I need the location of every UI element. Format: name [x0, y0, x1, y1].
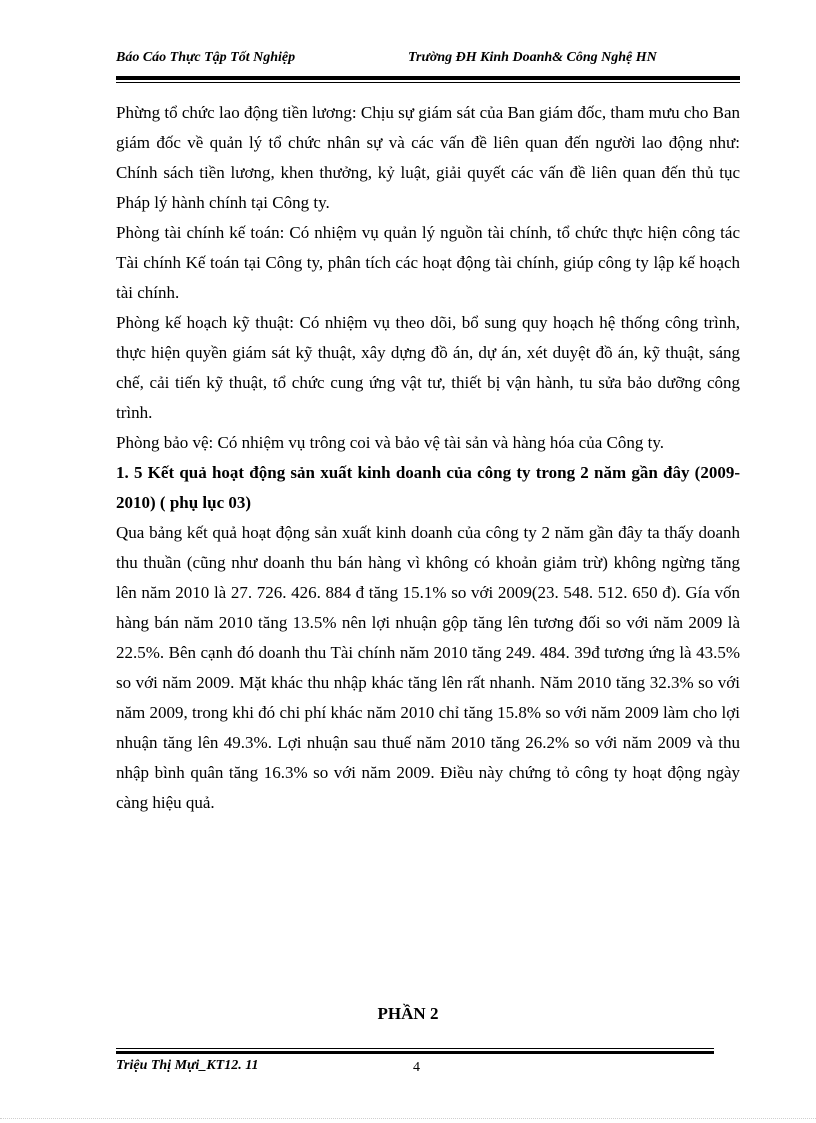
paragraph-business-results: Qua bảng kết quả hoạt động sản xuất kinh doanh của công ty 2 năm gần đây ta thấy doanh thu thuần (cũng như doanh thu bán hàng vì không có khoản giảm trừ) không ngừng tăng lên năm 2010 là 27. 726. 426. 884 đ tăng 15.1% so với 2009(23. 548. 512. 650 đ). Gía vốn hàng bán năm 2010 tăng 13.5% nên lợi nhuận gộp tăng lên tương đối so với năm 2009 là 22.5%. Bên cạnh đó doanh thu Tài chính năm 2010 tăng 249. 484. 39đ tương ứng là 43.5% so với năm 2009. Mặt khác thu nhập khác tăng lên rất nhanh. Năm 2010 tăng 32.3% so với năm 2009, trong khi đó chi phí khác năm 2010 chỉ tăng 15.8% so với năm 2009 làm cho lợi nhuận tăng lên 49.3%. Lợi nhuận sau thuế năm 2010 tăng 26.2% so với năm 2009 và thu nhập bình quân tăng 16.3% so với năm 2009. Điều này chứng tỏ công ty hoạt động ngày càng hiệu quả.	[116, 523, 740, 812]
footer-rule-thick	[116, 1051, 714, 1054]
section-heading: 1. 5 Kết quả hoạt động sản xuất kinh doanh của công ty trong 2 năm gần đây (2009-2010) ( phụ lục 03)	[116, 463, 740, 512]
footer-author: Triệu Thị Mựi_KT12. 11	[116, 1058, 259, 1073]
paragraph-technical-department: Phòng kế hoạch kỹ thuật: Có nhiệm vụ theo dõi, bổ sung quy hoạch hệ thống công trình, thực hiện quyền giám sát kỹ thuật, xây dựng đồ án, dự án, xét duyệt đồ án, kỹ thuật, sáng chế, cải tiến kỹ thuật, tổ chức cung ứng vật tư, thiết bị vận hành, tu sửa bảo dưỡng công trình.	[116, 313, 740, 422]
paragraph-labor-department: Phừng tổ chức lao động tiền lương: Chịu sự giám sát của Ban giám đốc, tham mưu cho Ban giám đốc về quản lý tổ chức nhân sự và các vấn đề liên quan đến người lao động như: Chính sách tiền lương, khen thưởng, kỷ luật, giải quyết các vấn đề liên quan đến thủ tục Pháp lý hành chính tại Công ty.	[116, 103, 740, 212]
footer-rule-thin	[116, 1048, 714, 1049]
university-name: Trường ĐH Kinh Doanh& Công Nghệ HN	[408, 50, 657, 65]
page-number: 4	[413, 1060, 420, 1075]
page-header	[116, 50, 740, 70]
paragraph-finance-department: Phòng tài chính kế toán: Có nhiệm vụ quản lý nguồn tài chính, tổ chức thực hiện công tác Tài chính Kế toán tại Công ty, phân tích các hoạt động tài chính, giúp công ty lập kế hoạch tài chính.	[116, 223, 740, 302]
part-title: PHẦN 2	[377, 1004, 439, 1023]
page-bottom-edge	[0, 1118, 816, 1119]
main-content	[116, 98, 740, 818]
report-title: Báo Cáo Thực Tập Tốt Nghiệp	[116, 50, 296, 65]
paragraph-security-department: Phòng bảo vệ: Có nhiệm vụ trông coi và bảo vệ tài sản và hàng hóa của Công ty.	[116, 433, 664, 452]
header-rule-thick	[116, 76, 740, 80]
header-rule-thin	[116, 82, 740, 83]
